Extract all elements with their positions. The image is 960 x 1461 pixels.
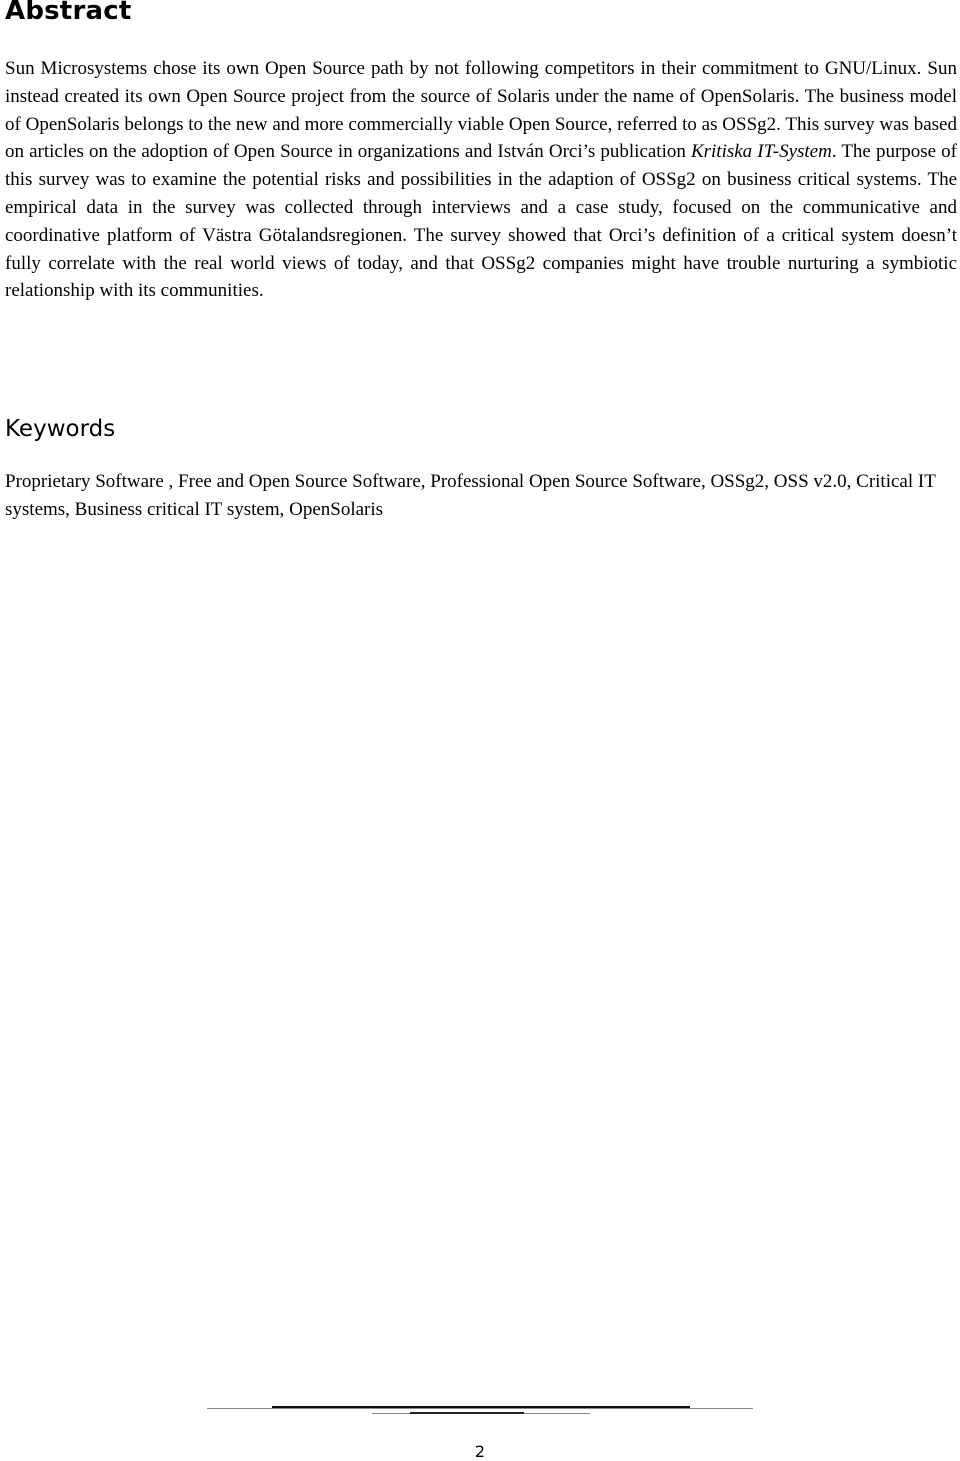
publication-title: Kritiska IT-System — [690, 141, 832, 163]
footer-divider-line — [272, 1406, 690, 1408]
footer-divider-line — [207, 1408, 753, 1409]
keywords-list: Proprietary Software , Free and Open Source Software, Professional Open Source Software, OSSg2, OSS v2.0, Critical IT systems, Business critical IT system, OpenSolaris — [5, 471, 936, 520]
keywords-heading: Keywords — [5, 416, 116, 442]
abstract-heading: Abstract — [5, 0, 132, 26]
abstract-text-part-2: . The purpose of this survey was to examine the potential risks and possibilities in the adaption of OSSg2 on business critical systems. The empirical data in the survey was collected through interviews and a case study, focused on the communicative and coordinative platform of Västra Götalandsregionen. The survey showed that Orci’s definition of a critical system doesn’t fully correlate with the real world views of today, and that OSSg2 companies might have trouble nurturing a symbiotic relationship with its communities. — [5, 141, 958, 302]
page-number: 2 — [474, 1442, 486, 1461]
footer-divider-line — [410, 1412, 524, 1414]
abstract-paragraph — [5, 55, 957, 305]
abstract-text-part-1: Sun Microsystems chose its own Open Source path by not following competitors in their commitment to GNU/Linux. Sun instead created its own Open Source project from the source of Solaris under the name of OpenSolaris. The business model of OpenSolaris belongs to the new and more commercially viable Open Source, referred to as OSSg2. This survey was based on articles on the adoption of Open Source in organizations and István Orci’s publication — [5, 58, 957, 163]
